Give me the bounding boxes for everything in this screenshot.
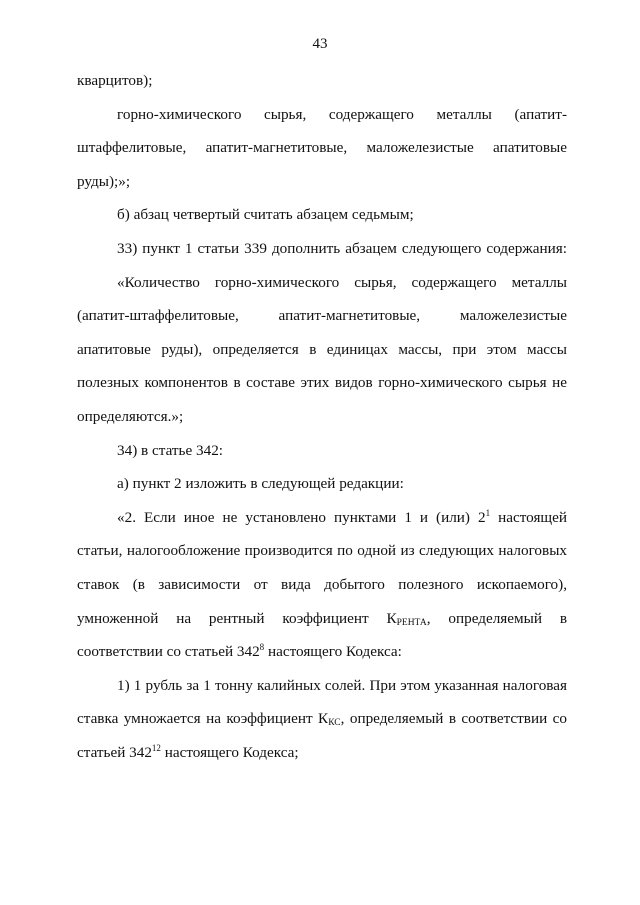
- text-segment: «2. Если иное не установлено пунктами 1 и (или) 2: [117, 508, 486, 526]
- paragraph-tax-rates: [77, 501, 567, 669]
- text-segment: , определяемый в соответствии со статьей 342: [77, 609, 567, 661]
- text-segment: , определяемый в соответствии со статьей 342: [77, 710, 567, 761]
- paragraph-item-a: а) пункт 2 изложить в следующей редакции:: [117, 475, 404, 493]
- paragraph-item-33: 33) пункт 1 статьи 339 дополнить абзацем следующего содержания:: [117, 239, 567, 257]
- paragraph-rate-item-1: [77, 669, 567, 770]
- text-segment: настоящей статьи, налогообложение производится по одной из следующих налоговых ставок (в зависимости от вида добытого полезного ископаемого), умноженной на рентный коэффициент К: [77, 508, 567, 627]
- text-segment: 1) 1 рубль за 1 тонну калийных солей. При этом указанная налоговая ставка умножается на коэффициент К: [77, 676, 567, 728]
- paragraph-continuation: кварцитов);: [77, 72, 153, 89]
- text-segment: настоящего Кодекса;: [160, 743, 299, 761]
- superscript: 8: [259, 642, 265, 653]
- superscript: 12: [151, 742, 161, 753]
- subscript: РЕНТА: [396, 617, 427, 628]
- superscript: 1: [485, 507, 491, 518]
- paragraph-item-b: б) абзац четвертый считать абзацем седьмым;: [117, 206, 414, 224]
- paragraph-item-34: 34) в статье 342:: [117, 441, 224, 459]
- paragraph-mining-raw-materials: горно-химического сырья, содержащего металлы (апатит-штаффелитовые, апатит-магнетитовые, маложелезистые апатитовые руды);»;: [77, 105, 567, 190]
- page-number: 43: [312, 36, 328, 52]
- document-body: [77, 64, 567, 769]
- paragraph-quantity-definition: «Количество горно-химического сырья, содержащего металлы (апатит-штаффелитовые, апатит-магнетитовые, маложелезистые апатитовые руды), определяется в единицах массы, при этом массы полезных компонентов в составе этих видов горно-химического сырья не определяются.»;: [77, 273, 567, 425]
- subscript: КС: [328, 718, 341, 729]
- text-segment: настоящего Кодекса:: [264, 643, 402, 661]
